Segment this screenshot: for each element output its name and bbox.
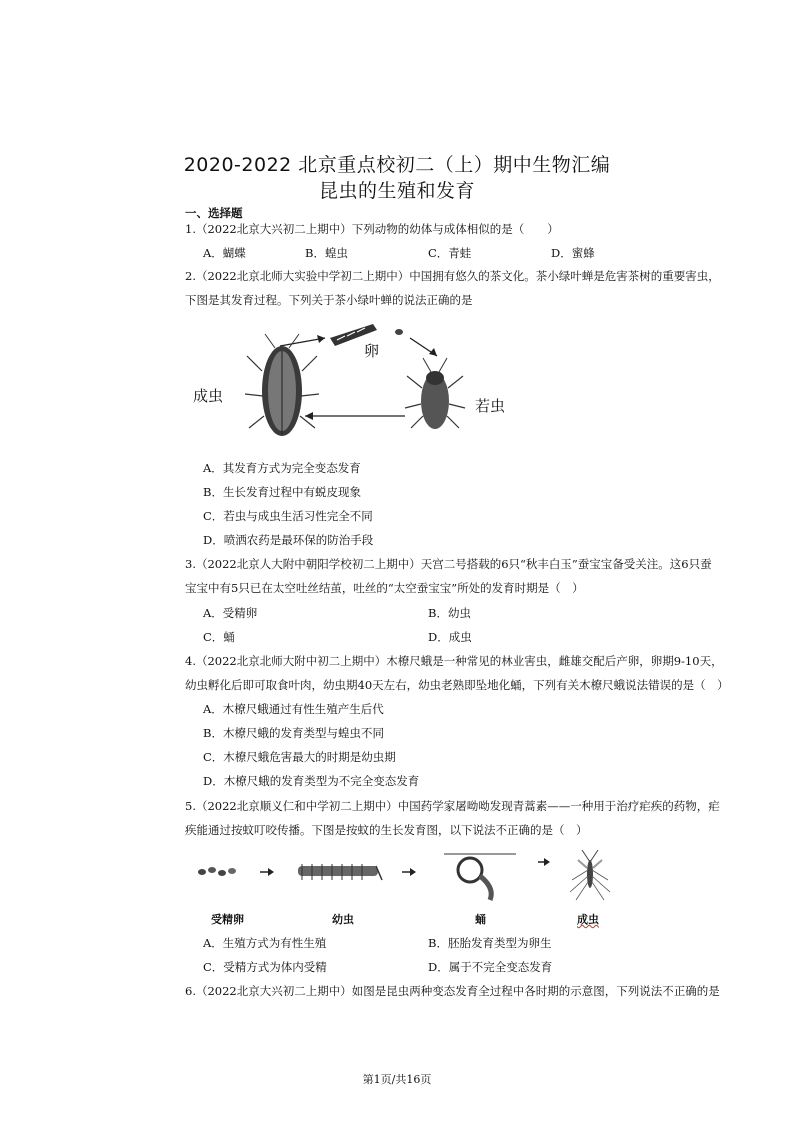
q1-option-d: D．蜜蜂 <box>551 246 595 260</box>
question-2-stem-line2: 下图是其发育过程。下列关于茶小绿叶蝉的说法正确的是 <box>185 293 473 307</box>
section-heading: 一、选择题 <box>185 206 243 220</box>
q5-option-a: A．生殖方式为有性生殖 <box>203 936 327 950</box>
q5-option-c: C．受精方式为体内受精 <box>203 960 327 974</box>
q1-option-a: A．蝴蝶 <box>203 246 246 260</box>
question-4-stem-line2: 幼虫孵化后即可取食叶肉，幼虫期40天左右，幼虫老熟即坠地化蛹，下列有关木橑尺蛾说法错误的是（ ） <box>185 678 729 692</box>
q3-option-c: C．蛹 <box>203 630 235 644</box>
question-5-stem-line2: 疾能通过按蚊叮咬传播。下图是按蚊的生长发育图，以下说法不正确的是（ ） <box>185 823 588 837</box>
adult-leafhopper-illustration <box>245 334 319 436</box>
mosquito-larva-label: 幼虫 <box>332 913 354 926</box>
question-3-stem-line2: 宝宝中有5只已在太空吐丝结茧，吐丝的“太空蚕宝宝”所处的发育时期是（ ） <box>185 581 584 595</box>
leafhopper-lifecycle-figure <box>185 316 525 446</box>
q5-option-b: B．胚胎发育类型为卵生 <box>428 936 552 950</box>
mosquito-egg-illustration <box>198 867 236 876</box>
mosquito-adult-label: 成虫 <box>577 913 599 926</box>
question-1-stem: 1.（2022北京大兴初二上期中）下列动物的幼体与成体相似的是（ ） <box>185 222 559 236</box>
q4-option-b: B．木橑尺蛾的发育类型与蝗虫不同 <box>203 726 384 740</box>
q2-option-d: D．喷洒农药是最环保的防治手段 <box>203 533 374 547</box>
question-5-stem-line1: 5.（2022北京顺义仁和中学初二上期中）中国药学家屠呦呦发现青蒿素——一种用于治疗疟疾的药物，疟 <box>185 799 720 813</box>
nymph-label: 若虫 <box>475 397 506 415</box>
q3-option-b: B．幼虫 <box>428 606 471 620</box>
mosquito-lifecycle-figure <box>190 848 620 908</box>
q2-option-c: C．若虫与成虫生活习性完全不同 <box>203 509 373 523</box>
q3-option-a: A．受精卵 <box>203 606 258 620</box>
egg-label: 卵 <box>364 342 380 360</box>
page-title: 2020-2022 北京重点校初二（上）期中生物汇编 <box>183 154 611 176</box>
nymph-illustration <box>405 358 465 429</box>
q1-option-b: B．蝗虫 <box>305 246 348 260</box>
page-subtitle: 昆虫的生殖和发育 <box>318 180 475 202</box>
adult-label: 成虫 <box>193 387 224 405</box>
adult-mosquito-illustration <box>570 850 610 900</box>
q5-option-d: D．属于不完全变态发育 <box>428 960 553 974</box>
q4-option-d: D．木橑尺蛾的发育类型为不完全变态发育 <box>203 774 420 788</box>
q3-option-d: D．成虫 <box>428 630 472 644</box>
q2-option-b: B．生长发育过程中有蜕皮现象 <box>203 485 361 499</box>
mosquito-egg-label: 受精卵 <box>211 913 244 926</box>
q1-option-c: C．青蛙 <box>428 246 472 260</box>
question-6-stem-line1: 6.（2022北京大兴初二上期中）如图是昆虫两种变态发育全过程中各时期的示意图，下列说法不正确的是 <box>185 984 720 998</box>
mosquito-larva-illustration <box>298 864 382 880</box>
page-footer: 第1页/共16页 <box>362 1073 432 1086</box>
q4-option-c: C．木橑尺蛾危害最大的时期是幼虫期 <box>203 750 396 764</box>
q4-option-a: A．木橑尺蛾通过有性生殖产生后代 <box>203 702 384 716</box>
question-3-stem-line1: 3.（2022北京人大附中朝阳学校初二上期中）天宫二号搭载的6只“秋丰白玉”蚕宝宝备受关注。这6只蚕 <box>185 557 712 571</box>
mosquito-pupa-illustration <box>444 854 516 900</box>
question-2-stem-line1: 2.（2022北京北师大实验中学初二上期中）中国拥有悠久的茶文化。茶小绿叶蝉是危害茶树的重要害虫， <box>185 269 720 283</box>
mosquito-pupa-label: 蛹 <box>475 913 486 926</box>
q2-option-a: A．其发育方式为完全变态发育 <box>203 461 361 475</box>
question-4-stem-line1: 4.（2022北京北师大附中初二上期中）木橑尺蛾是一种常见的林业害虫，雌雄交配后产卵，卵期9-10天， <box>185 654 723 668</box>
